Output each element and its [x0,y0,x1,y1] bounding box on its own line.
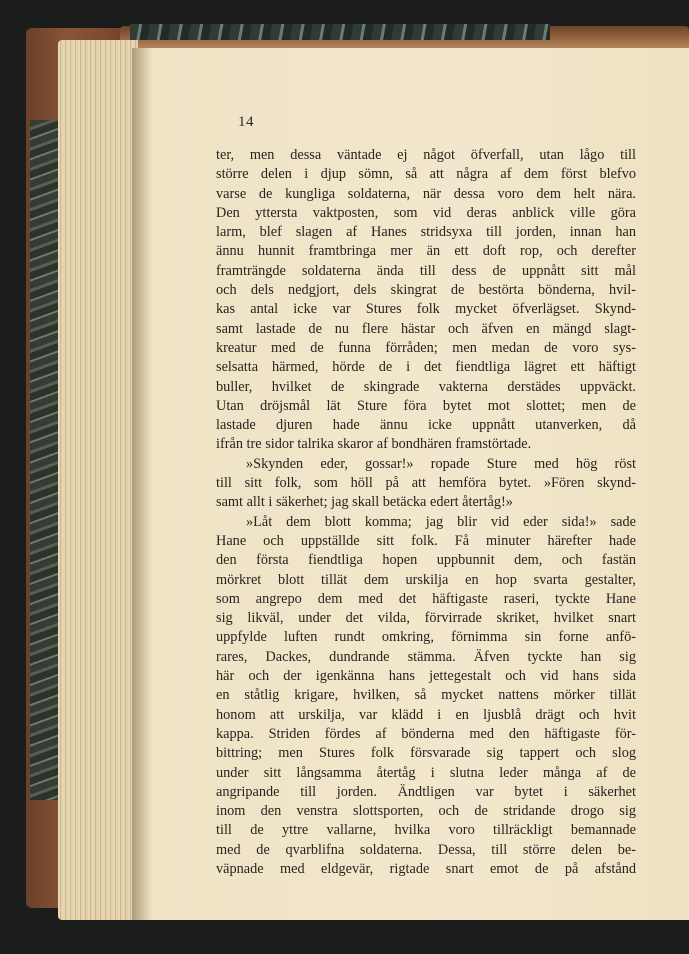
text-line: som angrepo dem med det häftigaste raseri, tyckte Hane [216,590,636,607]
text-line: sig likväl, under det vilda, förvirrade skriket, hvilket snart [216,610,636,627]
text-line: angripande till jorden. Ändtligen var bytet i säkerhet [216,783,636,800]
page-body-text [216,146,636,879]
text-line: larm, blef slagen af Hanes stridsyxa till jorden, innan han [216,224,636,241]
text-line: här och der igenkänna hans jettegestalt och vid hans sida [216,668,636,685]
text-line: under sitt långsamma återtåg i slutna leder många af de [216,764,636,781]
text-line: väpnade med eldgevär, rigtade snart emot de på afstånd [216,860,636,877]
text-line: bittring; men Stures folk försvarade sig tappert och slog [216,745,636,762]
text-line: varse de kungliga soldaterna, när dessa voro dem helt nära. [216,185,636,202]
text-line: kreatur med de funna förråden; men medan de voro sys- [216,339,636,356]
text-line: till sitt folk, som höll på att hemföra bytet. »Fören skynd- [216,475,636,492]
text-line: samt allt i säkerhet; jag skall betäcka edert återtåg!» [216,494,513,511]
text-line: honom att urskilja, var klädd i en ljusblå drägt och hvit [216,706,636,723]
text-line: samt lastade de nu flere hästar och äfven en mängd slagt- [216,320,636,337]
text-line: rares, Dackes, dundrande stämma. Äfven tyckte han sig [216,648,636,665]
text-line: mörkret blott tillät dem urskilja en hop svarta gestalter, [216,571,636,588]
text-line: lastade djuren hade ännu icke uppnått utanverken, då [216,417,636,434]
text-line: till de yttre vallarne, hvilka voro tillräckligt bemannade [216,822,636,839]
text-line: »Skynden eder, gossar!» ropade Sture med hög röst [246,455,636,472]
gutter-shadow [132,48,152,920]
text-line: den första fiendtliga hopen uppbunnit dem, och fastän [216,552,636,569]
text-line: uppfylde luften rundt omkring, förnimma sin forne anfö- [216,629,636,646]
text-line: kappa. Striden fördes af bönderna med den häftigaste för- [216,725,636,742]
text-line: Den yttersta vaktposten, som vid deras anblick ville göra [216,204,636,221]
page-stack-edges [58,40,138,920]
text-line: med de qvarblifna soldaterna. Dessa, till större delen be- [216,841,636,858]
text-line: och dels nedgjort, dels skingrat de bestörta bönderna, hvil- [216,282,636,299]
text-line: ter, men dessa väntade ej något öfverfall, utan lågo till [216,147,636,163]
text-line: större delen i djup sömn, så att några af dem först blefvo [216,166,636,183]
text-line: selsatta härmed, hörde de i det fiendtliga lägret ett häftigt [216,359,636,376]
text-line: »Låt dem blott komma; jag blir vid eder sida!» sade [246,513,636,530]
marbled-endpaper [130,24,550,40]
text-line: inom den venstra slottsporten, och de stridande drogo sig [216,803,636,820]
page-number: 14 [238,114,254,130]
text-line: kas antal icke var Stures folk mycket öfverlägset. Skynd- [216,301,636,318]
text-line: en ståtlig krigare, hvilken, så mycket nattens mörker tillät [216,687,636,704]
text-line: ifrån tre sidor talrika skaror af bondhären framstörtade. [216,436,532,453]
text-line: Hane och uppställde sitt folk. Få minuter härefter hade [216,532,636,549]
text-line: buller, hvilket de skingrade vakterna derstädes uppväckt. [216,378,636,395]
text-line: framträngde soldaterna ända till dess de uppnått sitt mål [216,262,636,279]
text-line: ännu hunnit framtbringa mer än ett doft rop, och derefter [216,243,636,260]
text-line: Utan dröjsmål lät Sture föra bytet mot slottet; men de [216,397,636,414]
